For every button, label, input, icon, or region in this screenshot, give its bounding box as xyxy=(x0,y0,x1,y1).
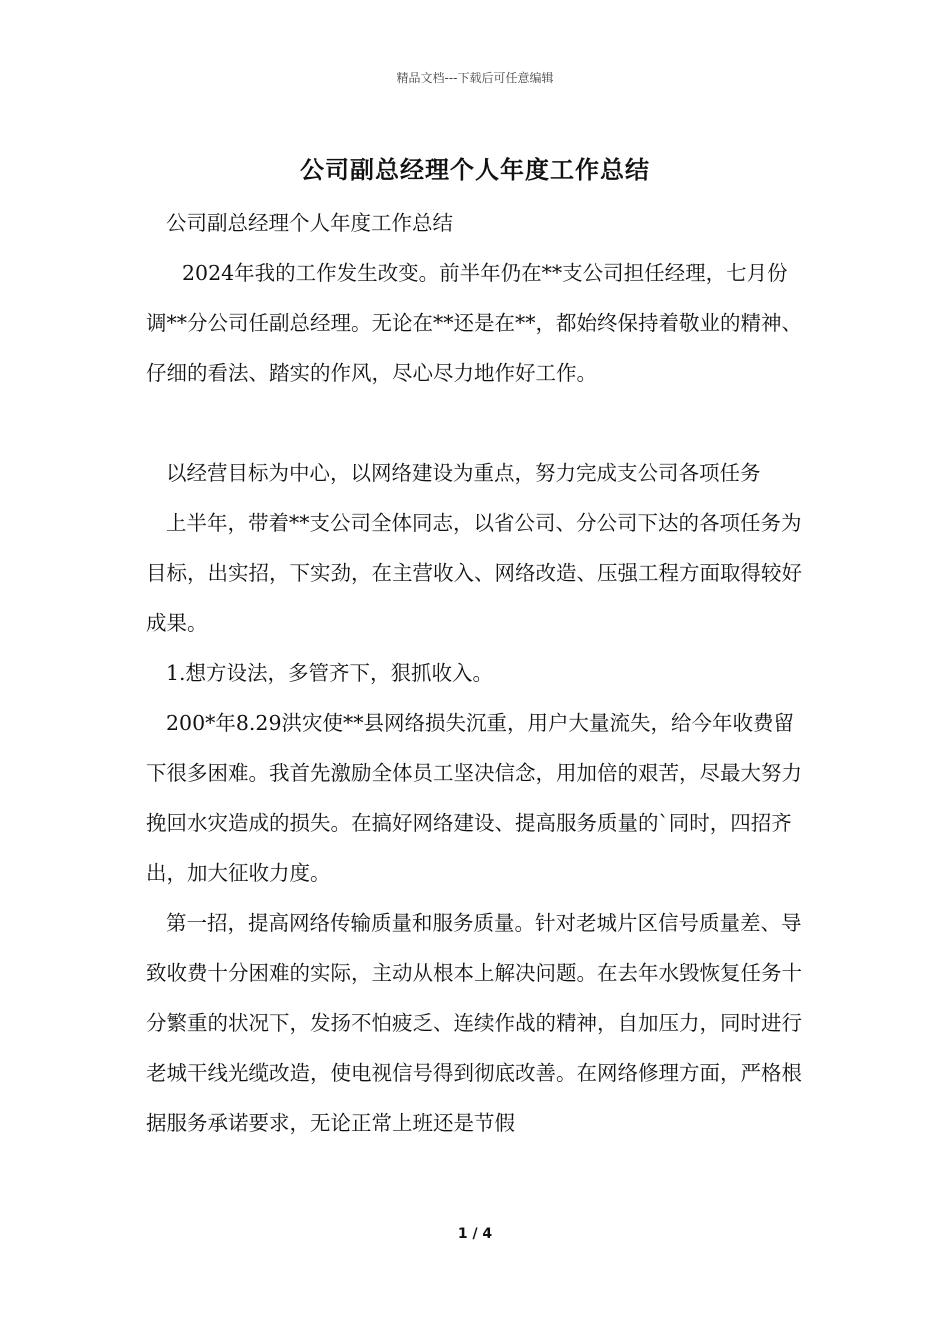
paragraph-point-1: 1.想方设法，多管齐下，狠抓收入。 xyxy=(166,661,494,685)
paragraph-flood: 200*年8.29洪灾使**县网络损失沉重，用户大量流失，给今年收费留下很多困难。我首先激励全体员工坚决信念，用加倍的艰苦，尽最大努力挽回水灾造成的损失。在搞好网络建设、提高服务质量的`同时，四招齐出，加大征收力度。 xyxy=(146,711,802,885)
page-indicator: 1 / 4 xyxy=(457,1226,493,1242)
document-title: 公司副总经理个人年度工作总结 xyxy=(300,155,650,184)
paragraph-first-half: 上半年，带着**支公司全体同志，以省公司、分公司下达的各项任务为目标，出实招，下实劲，在主营收入、网络改造、压强工程方面取得较好成果。 xyxy=(146,511,802,635)
header-note: 精品文档---下载后可任意编辑 xyxy=(396,71,554,85)
paragraph-subtitle: 公司副总经理个人年度工作总结 xyxy=(166,211,453,235)
paragraph-intro: 2024年我的工作发生改变。前半年仍在**支公司担任经理，七月份调**分公司任副总经理。无论在**还是在**，都始终保持着敬业的精神、仔细的看法、踏实的作风，尽心尽力地作好工作。 xyxy=(146,261,802,385)
document-body xyxy=(146,198,808,1148)
paragraph-section-heading: 以经营目标为中心，以网络建设为重点，努力完成支公司各项任务 xyxy=(166,461,761,485)
paragraph-first-move: 第一招，提高网络传输质量和服务质量。针对老城片区信号质量差、导致收费十分困难的实际，主动从根本上解决问题。在去年水毁恢复任务十分繁重的状况下，发扬不怕疲乏、连续作战的精神，自加压力，同时进行老城干线光缆改造，使电视信号得到彻底改善。在网络修理方面，严格根据服务承诺要求，无论正常上班还是节假 xyxy=(146,911,802,1135)
